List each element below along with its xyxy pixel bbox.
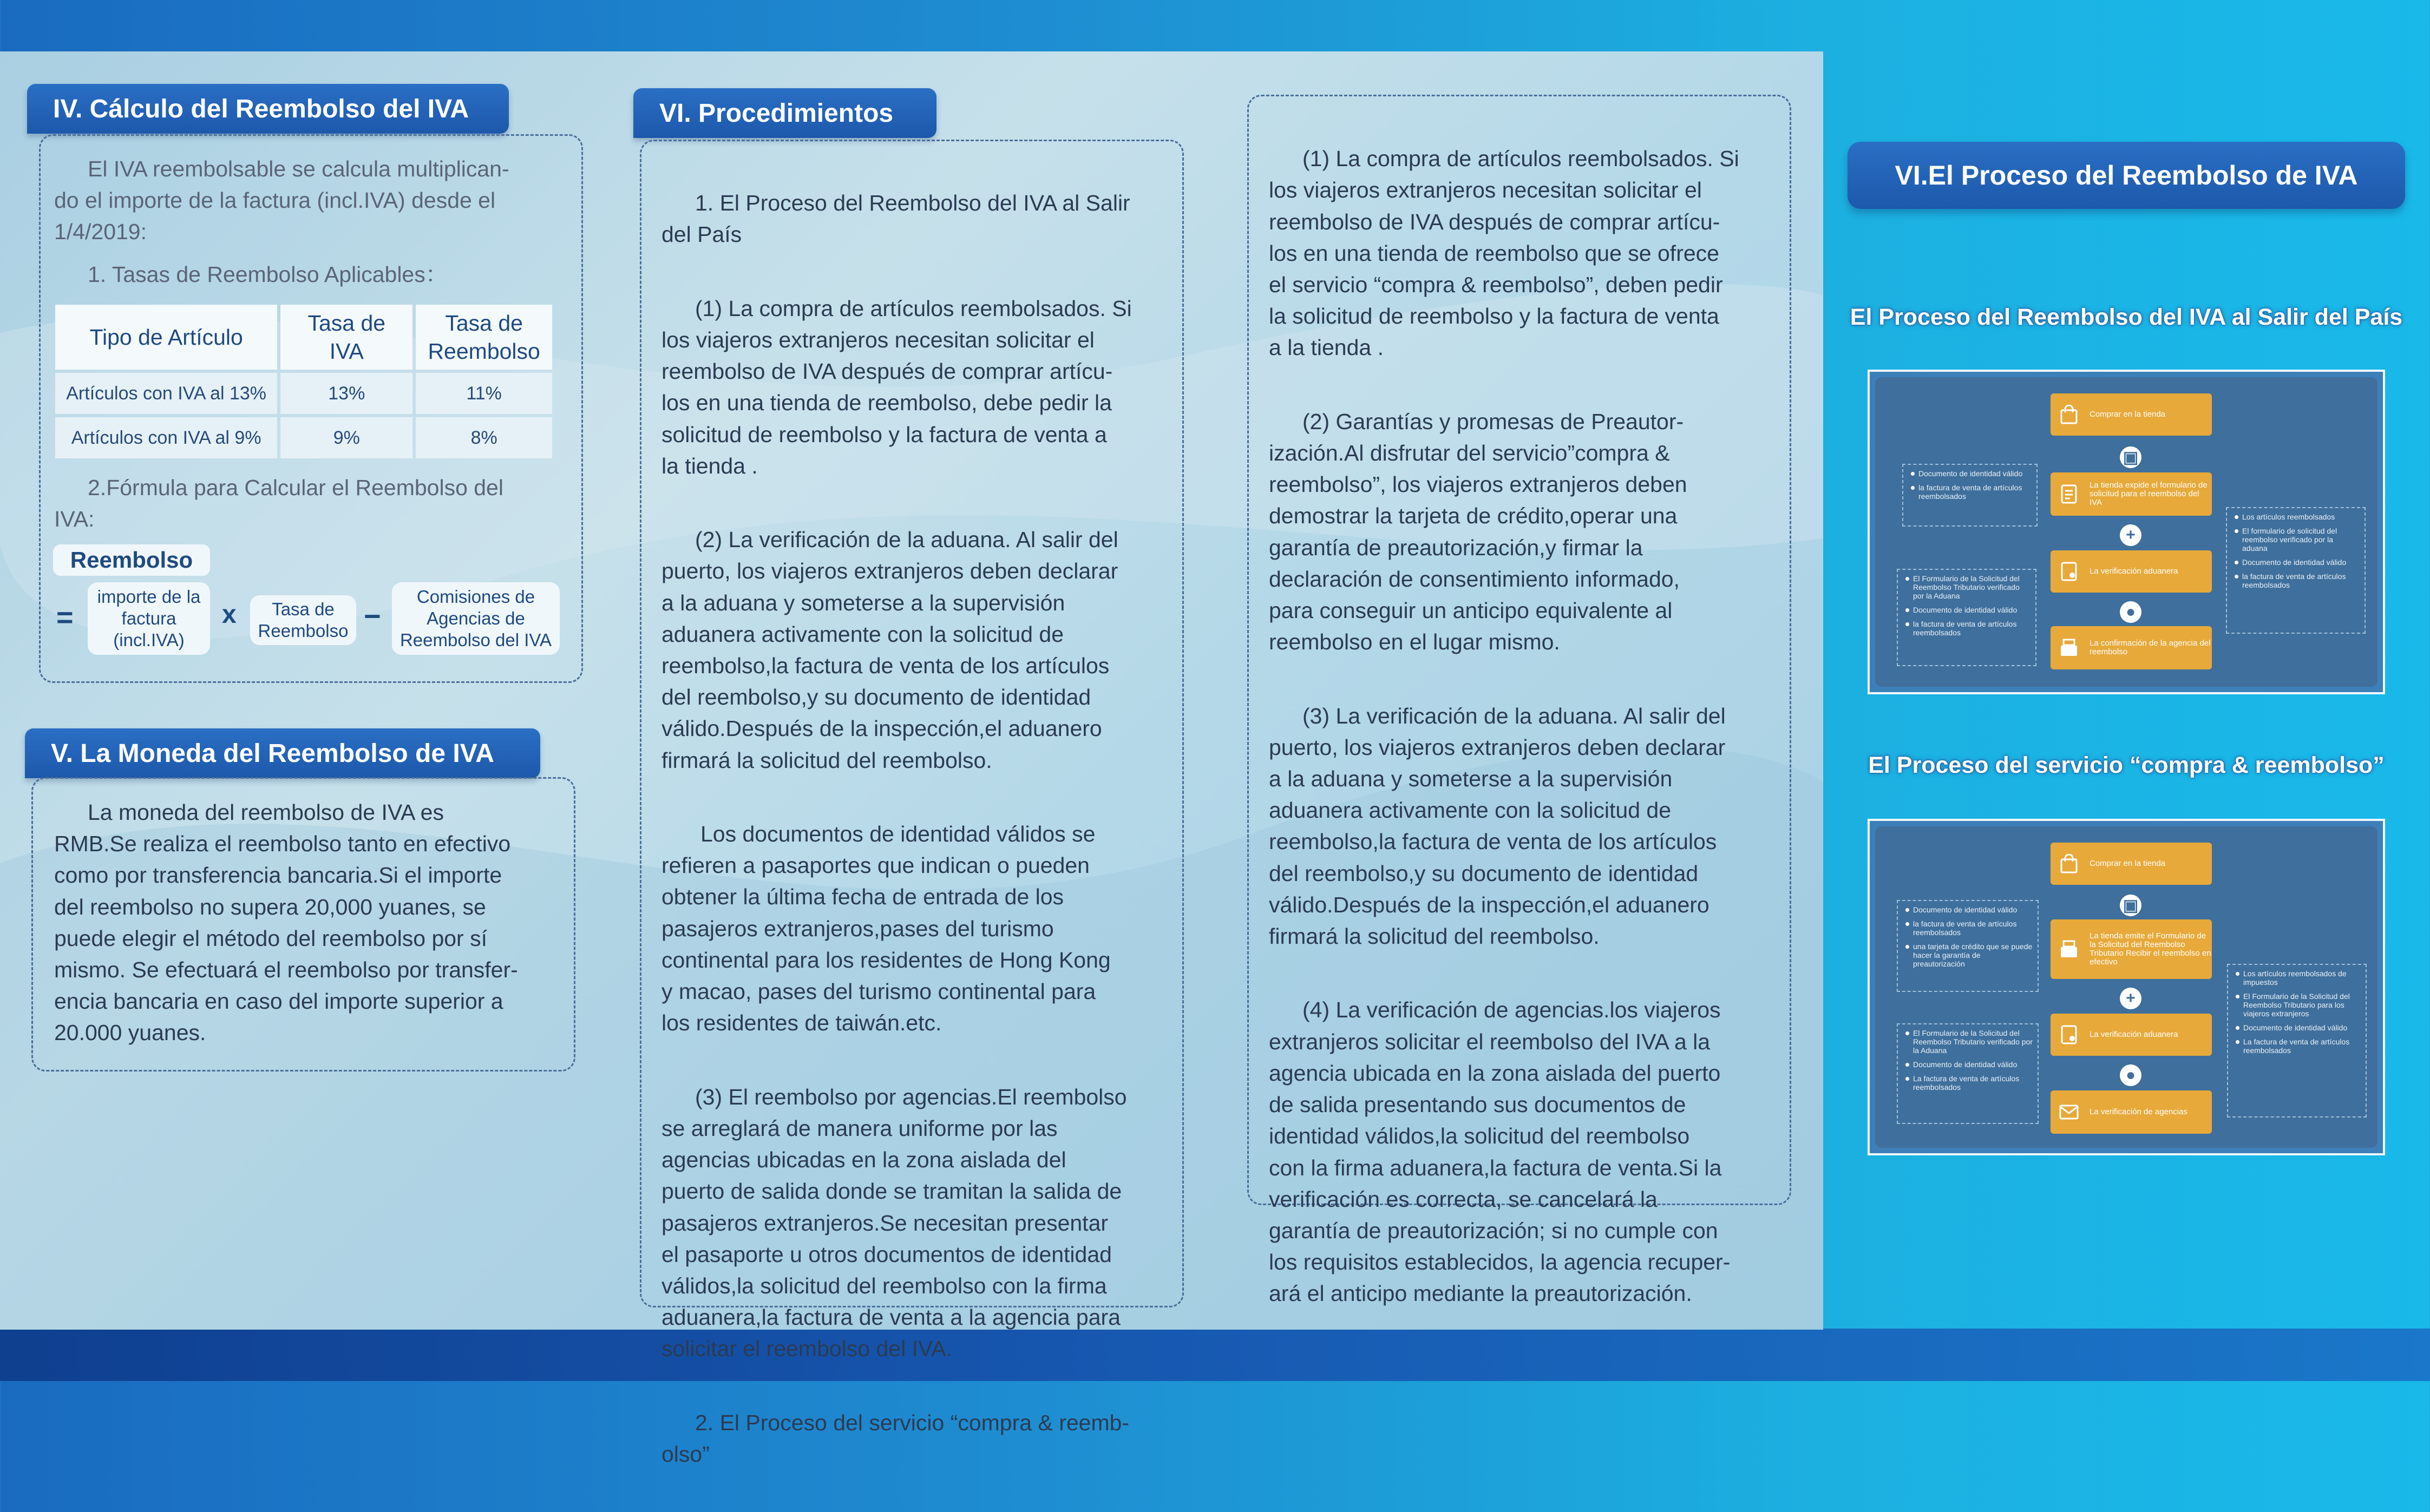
paragraph: Los documentos de identidad válidos se refieren a pasaportes que indican o pueden obtener la última fecha de entrada de los pasajeros extranjeros,pases del turismo continental para los residentes de Hong Kong y macao, pases del turismo continental para los residentes de taiwán.etc. — [661, 821, 1111, 1036]
section-iv-intro: El IVA reembolsable se calcula multiplican- do el importe de la factura (incl.IVA) desde el 1/4/2019: — [54, 156, 509, 245]
table-cell: Artículos con IVA al 9% — [55, 417, 277, 458]
shopping-bag-icon — [2058, 853, 2080, 875]
table-cell: 13% — [280, 373, 412, 414]
formula-equals: = — [56, 601, 74, 634]
flow-note — [1902, 464, 2038, 527]
formula-minus: − — [364, 600, 381, 633]
rates-heading: 1. Tasas de Reembolso Aplicables： — [88, 262, 448, 287]
flow-step — [2051, 393, 2212, 436]
note-item: Documento de identidad válido — [1905, 905, 2033, 914]
formula-refund-rate: Tasa de Reembolso — [250, 595, 356, 645]
note-item: la factura de venta de artículos reembolsados — [1905, 919, 2033, 937]
flow-note — [2226, 507, 2366, 634]
shopping-bag-icon — [2058, 404, 2080, 425]
note-item: la factura de venta de artículos reembolsados — [1911, 483, 2032, 501]
note-item: Documento de identidad válido — [2235, 558, 2360, 567]
flow1-title: El Proceso del Reembolso del IVA al Salir del País — [1850, 304, 2403, 330]
flow-note — [1897, 569, 2036, 666]
formula-invoice-amount: importe de la factura (incl.IVA) — [88, 582, 210, 655]
rates-table — [52, 301, 555, 462]
cash-register-icon — [2058, 938, 2080, 960]
paragraph: (2) Garantías y promesas de Preautor- ización.Al disfrutar del servicio”compra & reembolso”, los viajeros extranjeros deben demostrar la tarjeta de crédito,operar una garantía de preautorización,y firmar la declaración de consentimiento informado, para conseguir un anticipo equivalente al reembolso en el lugar mismo. — [1269, 409, 1687, 655]
table-cell: 9% — [280, 417, 412, 458]
column-3-text — [1269, 111, 1783, 1352]
note-item: El formulario de solicitud del reembolso verificado por la aduana — [2235, 527, 2360, 553]
flow-step — [2051, 472, 2212, 516]
section-v-title: V. La Moneda del Reembolso de IVA — [25, 728, 540, 778]
plus-connector-icon: + — [2120, 988, 2141, 1009]
flow-note — [2227, 964, 2367, 1117]
flow-step-label: La tienda emite el Formulario de la Solicitud del Reembolso Tributario Recibir el reembolso en efectivo — [2090, 931, 2211, 967]
shop-connector-icon: ▣ — [2120, 446, 2141, 468]
bottom-band — [0, 1329, 2430, 1381]
person-connector-icon: ● — [2120, 1064, 2141, 1086]
right-title: VI.El Proceso del Reembolso de IVA — [1848, 142, 2405, 209]
table-header: Tipo de Artículo — [55, 305, 277, 370]
plus-connector-icon: + — [2120, 524, 2141, 546]
paragraph: 1. El Proceso del Reembolso del IVA al Salir del País — [661, 190, 1130, 247]
section-v-body: La moneda del reembolso de IVA es RMB.Se realiza el reembolso tanto en efectivo como por transferencia bancaria.Si el importe del reembolso no supera 20,000 yuanes, se puede elegir el método del reembolso por sí mismo. Se efectuará el reembolso por transfer- encia bancaria en caso del importe superior a 20.000 yuanes. — [54, 800, 518, 1046]
note-item: Documento de identidad válido — [2236, 1023, 2361, 1032]
note-item: El Formulario de la Solicitud del Reembolso Tributario verificado por la Aduana — [1905, 1029, 2033, 1055]
note-item: la factura de venta de artículos reembolsados — [2235, 572, 2360, 589]
paragraph: (3) La verificación de la aduana. Al salir del puerto, los viajeros extranjeros deben declarar a la aduana y someterse a la supervisión aduanera activamente con la solicitud de reembolso,la factura de venta de los artículos del reembolso,y su documento de identidad válido.Después de la inspección,el aduanero firmará la solicitud del reembolso. — [1269, 703, 1726, 949]
section-vi-text — [661, 156, 1176, 1512]
flow-step-label: Comprar en la tienda — [2090, 859, 2166, 868]
table-cell: Artículos con IVA al 13% — [55, 373, 277, 414]
note-item: El Formulario de la Solicitud del Reembolso Tributario verificado por la Aduana — [1905, 574, 2031, 600]
table-header: Tasa de Reembolso — [416, 305, 552, 370]
note-item: La factura de venta de artículos reembolsados — [1905, 1074, 2033, 1092]
flow1-diagram — [1868, 370, 2385, 694]
flow-step — [2051, 843, 2212, 885]
note-item: Los artículos reembolsados — [2235, 512, 2360, 521]
form-icon — [2058, 483, 2080, 505]
table-cell: 11% — [416, 373, 552, 414]
flow-step — [2051, 919, 2212, 979]
flow-note — [1897, 1023, 2039, 1124]
paragraph: (1) La compra de artículos reembolsados. Si los viajeros extranjeros necesitan solicitar el reembolso de IVA después de comprar artícu- los en una tienda de reembolso que se ofrece el servicio “compra & reembolso”, deben pedir la solicitud de reembolso y la factura de venta a la tienda . — [1269, 146, 1739, 360]
cash-register-icon — [2058, 637, 2080, 659]
paragraph: (2) La verificación de la aduana. Al salir del puerto, los viajeros extranjeros deben declarar a la aduana y someterse a la supervisión aduanera activamente con la solicitud de reembolso,la factura de venta de los artículos del reembolso,y su documento de identidad válido.Después de la inspección,el aduanero firmará la solicitud del reembolso. — [661, 527, 1118, 773]
formula-times: x — [222, 600, 237, 629]
flow-step — [2051, 550, 2212, 593]
note-item: la factura de venta de artículos reembolsados — [1905, 620, 2031, 637]
note-item: Documento de identidad válido — [1905, 1060, 2033, 1069]
formula-result: Reembolso — [53, 544, 210, 576]
flow-step-label: La verificación de agencias — [2090, 1107, 2187, 1116]
shop-connector-icon: ▣ — [2120, 895, 2141, 916]
flow-step-label: La verificación aduanera — [2090, 1030, 2178, 1039]
table-cell: 8% — [416, 417, 552, 458]
note-item: Documento de identidad válido — [1905, 606, 2031, 614]
flow-step-label: La tienda expide el formulario de solicitud para el reembolso del IVA — [2090, 481, 2208, 507]
flow-step-label: La confirmación de la agencia del reembolso — [2090, 639, 2211, 656]
envelope-icon — [2058, 1101, 2080, 1123]
table-header: Tasa de IVA — [280, 305, 412, 370]
note-item: Documento de identidad válido — [1911, 469, 2032, 478]
flow-step-label: Comprar en la tienda — [2090, 410, 2166, 419]
section-vi-title: VI. Procedimientos — [633, 88, 936, 138]
paragraph: 2. El Proceso del servicio “compra & reemb- olso” — [661, 1410, 1130, 1467]
flow-step — [2051, 626, 2212, 669]
paragraph: (1) La compra de artículos reembolsados. Si los viajeros extranjeros necesitan solicitar el reembolso de IVA después de comprar artícu- los en una tienda de reembolso, debe pedir la solicitud de reembolso y la factura de venta a la tienda . — [661, 295, 1132, 478]
person-connector-icon: ● — [2120, 601, 2141, 623]
note-item: El Formulario de la Solicitud del Reembolso Tributario para los viajeros extranjeros — [2236, 992, 2361, 1018]
customs-form-icon — [2058, 561, 2080, 582]
paragraph: (3) El reembolso por agencias.El reembolso se arreglará de manera uniforme por las agencias ubicadas en la zona aislada del puerto de salida donde se tramitan la salida de pasajeros extranjeros.Se necesitan presentar el pasaporte u otros documentos de identidad válidos,la solicitud del reembolso con la firma aduanera,la factura de venta a la agencia para solicitar el reembolso del IVA. — [661, 1084, 1127, 1362]
flow-step-label: La verificación aduanera — [2090, 567, 2178, 576]
flow2-title: El Proceso del servicio “compra & reembolso” — [1868, 752, 2385, 778]
formula-agency-fees: Comisiones de Agencias de Reembolso del IVA — [392, 582, 560, 655]
note-item: una tarjeta de crédito que se puede hacer la garantía de preautorización — [1905, 942, 2033, 968]
section-iv-title: IV. Cálculo del Reembolso del IVA — [27, 84, 509, 134]
flow2-diagram — [1868, 819, 2385, 1155]
note-item: La factura de venta de artículos reembolsados — [2236, 1037, 2361, 1055]
formula-heading: 2.Fórmula para Calcular el Reembolso del IVA: — [54, 475, 503, 532]
paragraph: (4) La verificación de agencias.los viajeros extranjeros solicitar el reembolso del IVA a la agencia ubicada en la zona aislada del puerto de salida presentando sus documentos de identidad válidos,la solicitud del reembolso con la firma aduanera,la factura de venta.Si la verificación es correcta, se cancelará la garantía de preautorización; si no cumple con los requisitos establecidos, la agencia recuper- ará el anticipo mediante la preautorización. — [1269, 997, 1731, 1306]
customs-form-icon — [2058, 1024, 2080, 1046]
note-item: Los artículos reembolsados de impuestos — [2236, 969, 2361, 987]
flow-step — [2051, 1090, 2212, 1134]
flow-step — [2051, 1014, 2212, 1056]
flow-note — [1897, 900, 2039, 992]
